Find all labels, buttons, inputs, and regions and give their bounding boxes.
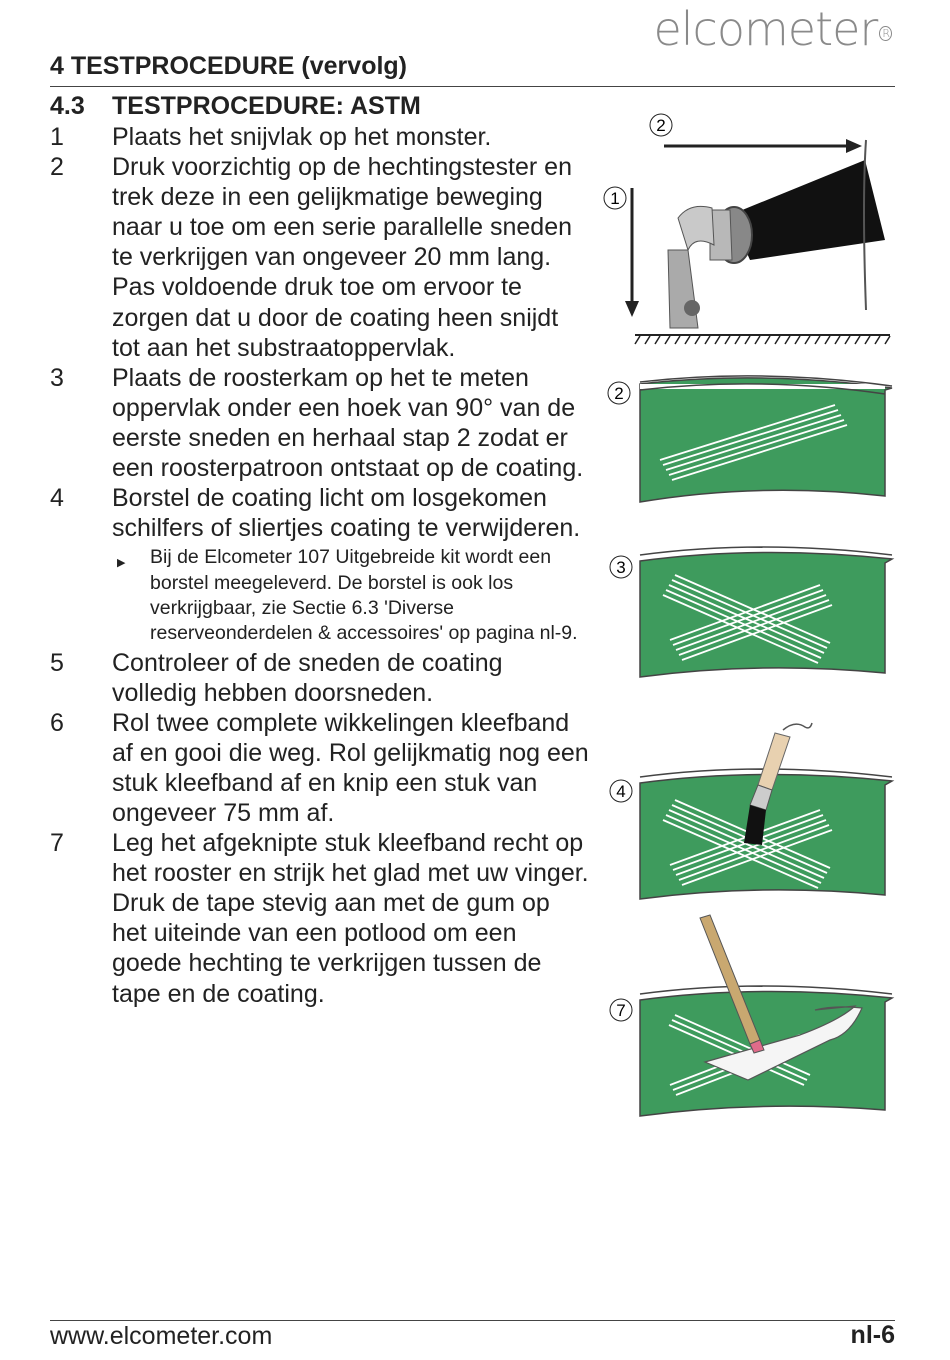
step-4-note — [50, 543, 590, 647]
step-text: Plaats de roosterkam op het te meten oppervlak onder een hoek van 90° van de eerste sneden en herhaal stap 2 zodat er een roosterpatroon ontstaat op de coating. — [112, 363, 584, 483]
step-number: 2 — [50, 153, 64, 182]
section-heading — [50, 92, 421, 121]
label-step-7: 7 — [616, 1001, 626, 1020]
footer-rule — [50, 1320, 895, 1321]
section-number: 4.3 — [50, 92, 85, 120]
step-7 — [50, 828, 590, 1009]
step-number: 5 — [50, 648, 64, 677]
step-4 — [50, 483, 590, 543]
chapter-title: 4 TESTPROCEDURE (vervolg) — [50, 52, 408, 80]
step-number: 6 — [50, 708, 64, 737]
step-text: Borstel de coating licht om losgekomen schilfers of sliertjes coating te verwijderen. — [112, 484, 581, 543]
figure-cross-hatch — [600, 545, 900, 685]
step-3 — [50, 363, 590, 483]
registered-mark: R — [879, 26, 892, 41]
step-number: 1 — [50, 123, 64, 151]
header-rule — [50, 86, 895, 87]
bullet-arrow-icon: ▶ — [117, 557, 126, 570]
footer-website: www.elcometer.com — [50, 1322, 273, 1350]
figure-brushing — [600, 715, 900, 910]
label-step-2: 2 — [656, 116, 666, 135]
step-number: 3 — [50, 363, 64, 392]
brand-name: elcometer — [653, 2, 878, 56]
step-text: Controleer of de sneden de coating volledig hebben doorsneden. — [112, 648, 503, 707]
note — [112, 545, 590, 646]
step-text: Druk voorzichtig op de hechtingstester en trek deze in een gelijkmatige beweging naar u toe om een serie parallelle sneden te verkrijgen van ongeveer 20 mm lang. Pas voldoende druk toe om ervoor te zorgen dat u door de coating heen snijdt tot aan het substraatoppervlak. — [112, 153, 573, 362]
procedure-steps — [50, 122, 590, 1009]
label-step-2: 2 — [614, 384, 624, 403]
step-text: Leg het afgeknipte stuk kleefband recht op het rooster en strijk het glad met uw vinger. Druk de tape stevig aan met de gum op het uiteinde van een potlood om een goede hechting te verkrijgen tussen de tape en de coating. — [112, 829, 589, 1008]
step-5 — [50, 648, 590, 708]
step-1 — [50, 122, 590, 152]
note-text: Bij de Elcometer 107 Uitgebreide kit wordt een borstel meegeleverd. De borstel is ook los verkrijgbaar, zie Sectie 6.3 'Diverse reserveonderdelen & accessoires' op pagina nl-9. — [150, 546, 578, 645]
step-2 — [50, 152, 590, 363]
page-number: nl-6 — [850, 1321, 895, 1349]
figure-parallel-cuts — [600, 370, 900, 510]
figure-tape-application — [600, 910, 900, 1125]
figure-cutter-tool — [600, 110, 900, 355]
label-step-1: 1 — [610, 189, 620, 208]
label-step-4: 4 — [616, 782, 626, 801]
label-step-3: 3 — [616, 558, 626, 577]
step-text: Plaats het snijvlak op het monster. — [112, 123, 492, 151]
section-title: TESTPROCEDURE: ASTM — [112, 92, 421, 120]
elcometer-logo — [653, 2, 892, 56]
step-6 — [50, 708, 590, 828]
step-number: 4 — [50, 484, 64, 513]
step-text: Rol twee complete wikkelingen kleefband af en gooi die weg. Rol gelijkmatig nog een stuk kleefband af en knip een stuk van ongeveer 75 mm af. — [112, 708, 589, 827]
step-number: 7 — [50, 829, 64, 858]
